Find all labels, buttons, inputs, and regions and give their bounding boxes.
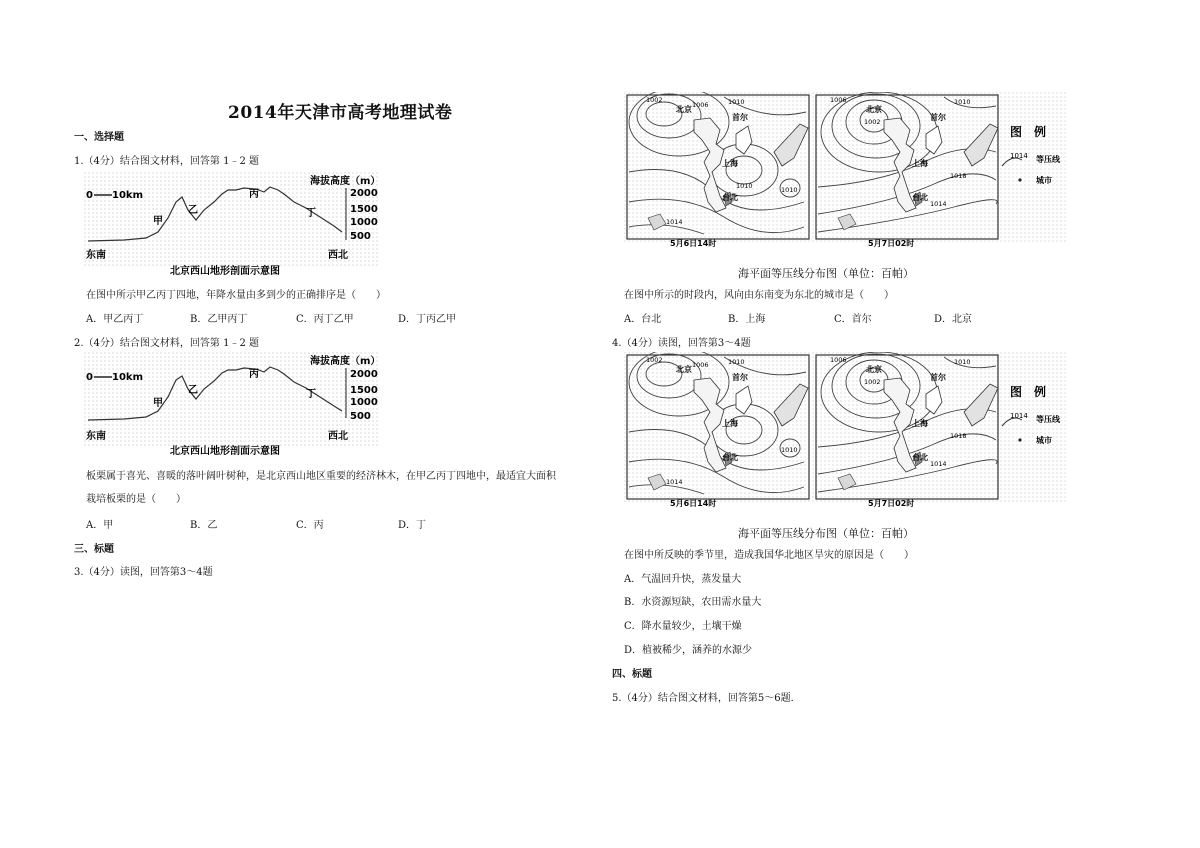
- q2-option-c[interactable]: C．丙: [296, 520, 324, 531]
- map2-left-isobar-1010-a: 1010: [728, 358, 745, 366]
- profile-caption: 北京西山地形剖面示意图: [170, 266, 280, 276]
- map-right-isobar-1002: 1002: [864, 118, 881, 126]
- profile-figure-1: [84, 172, 384, 276]
- map2-left-isobar-1002: 1002: [646, 356, 663, 364]
- map2-left-city-shanghai: 上海: [722, 419, 738, 428]
- map2-right-date: 5月7日02时: [868, 499, 915, 508]
- isobar-map-figure-1: [624, 92, 1068, 250]
- map-right-isobar-1018: 1018: [950, 172, 967, 180]
- map-legend-title: 图 例: [1010, 125, 1047, 139]
- map-left-isobar-1010-a: 1010: [728, 98, 745, 106]
- q3-option-c[interactable]: C．首尔: [834, 314, 872, 325]
- map2-right-city-taipei: 台北: [912, 453, 928, 462]
- profile2-point-jia: 甲: [153, 398, 163, 409]
- profile-tick-1500: 1500: [350, 204, 378, 215]
- q2-option-a[interactable]: A．甲: [86, 520, 114, 531]
- map-left-isobar-1010-b: 1010: [736, 182, 753, 190]
- map-caption-2: 海平面等压线分布图（单位：百帕）: [738, 527, 914, 540]
- question-3-text: 在图中所示的时段内，风向由东南变为东北的城市是（ ）: [624, 290, 894, 301]
- paper-title: 2014年天津市高考地理试卷: [228, 103, 453, 123]
- map-right-city-beijing: 北京: [866, 105, 882, 114]
- question-1-text: 在图中所示甲乙丙丁四地，年降水量由多到少的正确排序是（ ）: [86, 290, 386, 301]
- map2-left-isobar-1014: 1014: [666, 478, 683, 486]
- q4-option-d[interactable]: D．植被稀少，涵养的水源少: [624, 645, 753, 656]
- map-left-city-seoul: 首尔: [732, 113, 748, 122]
- q3-option-a[interactable]: A．台北: [624, 314, 662, 325]
- profile-dir-southeast: 东南: [86, 250, 106, 261]
- question-5-stem: 5.（4分）结合图文材料，回答第5～6题．: [612, 693, 801, 704]
- map-left-date: 5月6日14时: [670, 239, 717, 248]
- q3-option-d[interactable]: D．北京: [934, 314, 973, 325]
- map2-legend-city-symbol: [1018, 438, 1021, 441]
- profile-dir-northwest: 西北: [328, 250, 348, 261]
- profile-tick-1000: 1000: [350, 217, 378, 228]
- q1-option-b[interactable]: B．乙甲丙丁: [190, 314, 248, 325]
- question-2-stem: 2.（4分）结合图文材料，回答第 1﹣2 题: [74, 338, 259, 349]
- question-1-stem: 1.（4分）结合图文材料，回答第 1﹣2 题: [74, 156, 259, 167]
- map2-left-date: 5月6日14时: [670, 499, 717, 508]
- profile2-scale-unit: 10km: [112, 372, 143, 383]
- q1-option-d[interactable]: D．丁丙乙甲: [398, 314, 457, 325]
- map-legend-isobar-value: 1014: [1010, 152, 1028, 160]
- map2-left-isobar-1006: 1006: [692, 361, 709, 369]
- question-2-text-line1: 板栗属于喜光、喜暖的落叶阔叶树种，是北京西山地区重要的经济林木，在甲乙丙丁四地中，最适宜大面积: [86, 471, 556, 482]
- map2-right-city-seoul: 首尔: [930, 373, 946, 382]
- isobar-map-figure-2: [624, 352, 1068, 510]
- map-left-isobar-1010-c: 1010: [781, 186, 798, 194]
- map-right-date: 5月7日02时: [868, 239, 915, 248]
- map-left-isobar-1002: 1002: [646, 96, 663, 104]
- map2-left-city-beijing: 北京: [676, 365, 692, 374]
- map-left-city-taipei: 台北: [722, 193, 738, 202]
- profile2-axis-title: 海拔高度（m）: [310, 356, 381, 367]
- profile-axis-title: 海拔高度（m）: [310, 176, 381, 187]
- q4-option-c[interactable]: C．降水量较少，土壤干燥: [624, 621, 742, 632]
- profile-scale-unit: 10km: [112, 190, 143, 201]
- section-heading-4: 四、标题: [612, 669, 652, 680]
- map-legend-city-label: 城市: [1036, 176, 1052, 185]
- map-left-city-beijing: 北京: [676, 105, 692, 114]
- map2-right-isobar-1002: 1002: [864, 378, 881, 386]
- question-2-text-line2: 栽培板栗的是（ ）: [86, 494, 186, 505]
- map2-legend-title: 图 例: [1010, 385, 1047, 399]
- q1-option-c[interactable]: C．丙丁乙甲: [296, 314, 354, 325]
- profile2-scale-zero: 0: [86, 372, 93, 383]
- profile-point-ding: 丁: [306, 208, 316, 219]
- map2-right-isobar-1018: 1018: [950, 432, 967, 440]
- question-3-stem: 3.（4分）读图，回答第3～4题: [74, 567, 213, 578]
- map2-left-city-seoul: 首尔: [732, 373, 748, 382]
- map-left-isobar-1014: 1014: [666, 218, 683, 226]
- profile-tick-500: 500: [350, 231, 371, 242]
- map2-right-isobar-1006: 1006: [830, 356, 847, 364]
- profile-point-jia: 甲: [153, 216, 163, 227]
- map2-left-isobar-1010-b: 1010: [781, 446, 798, 454]
- q2-option-d[interactable]: D．丁: [398, 520, 427, 531]
- map-left-isobar-1006: 1006: [692, 101, 709, 109]
- map-right-city-shanghai: 上海: [912, 159, 928, 168]
- map-left-city-shanghai: 上海: [722, 159, 738, 168]
- question-4-stem: 4.（4分）读图，回答第3～4题: [612, 338, 751, 349]
- map2-right-city-shanghai: 上海: [912, 419, 928, 428]
- q4-option-a[interactable]: A．气温回升快，蒸发量大: [624, 574, 742, 585]
- map-legend-city-symbol: [1018, 178, 1021, 181]
- q3-option-b[interactable]: B．上海: [728, 314, 766, 325]
- profile-figure-2: [84, 352, 384, 456]
- map2-legend-city-label: 城市: [1036, 436, 1052, 445]
- map-right-isobar-1010: 1010: [954, 98, 971, 106]
- profile-point-bing: 丙: [249, 189, 259, 200]
- map-legend-isobar-label: 等压线: [1036, 155, 1060, 164]
- map-right-city-seoul: 首尔: [930, 113, 946, 122]
- map-right-isobar-1006: 1006: [830, 96, 847, 104]
- profile2-tick-1500: 1500: [350, 385, 378, 396]
- section-heading-choice: 一、选择题: [74, 132, 124, 143]
- profile2-point-bing: 丙: [249, 369, 259, 380]
- map-caption-1: 海平面等压线分布图（单位：百帕）: [738, 267, 914, 280]
- map-right-city-taipei: 台北: [912, 193, 928, 202]
- map2-right-isobar-1010: 1010: [954, 358, 971, 366]
- map2-right-isobar-1014: 1014: [930, 460, 947, 468]
- profile2-dir-southeast: 东南: [86, 431, 106, 442]
- profile2-dir-northwest: 西北: [328, 431, 348, 442]
- profile2-point-yi: 乙: [188, 385, 198, 396]
- q1-option-a[interactable]: A．甲乙丙丁: [86, 314, 144, 325]
- section-heading-3: 三、标题: [74, 544, 114, 555]
- map2-legend-isobar-value: 1014: [1010, 412, 1028, 420]
- profile2-caption: 北京西山地形剖面示意图: [170, 446, 280, 456]
- profile2-tick-2000: 2000: [350, 369, 378, 380]
- map-right-isobar-1014: 1014: [930, 200, 947, 208]
- profile-scale-zero: 0: [86, 190, 93, 201]
- profile2-tick-1000: 1000: [350, 397, 378, 408]
- profile-point-yi: 乙: [188, 205, 198, 216]
- profile2-point-ding: 丁: [306, 389, 316, 400]
- map2-right-city-beijing: 北京: [866, 365, 882, 374]
- q4-option-b[interactable]: B．水资源短缺，农田需水量大: [624, 597, 762, 608]
- profile-tick-2000: 2000: [350, 188, 378, 199]
- q2-option-b[interactable]: B．乙: [190, 520, 218, 531]
- profile2-tick-500: 500: [350, 411, 371, 422]
- question-4-text: 在图中所反映的季节里，造成我国华北地区旱灾的原因是（ ）: [624, 550, 914, 561]
- map2-legend-isobar-label: 等压线: [1036, 415, 1060, 424]
- map2-left-city-taipei: 台北: [722, 453, 738, 462]
